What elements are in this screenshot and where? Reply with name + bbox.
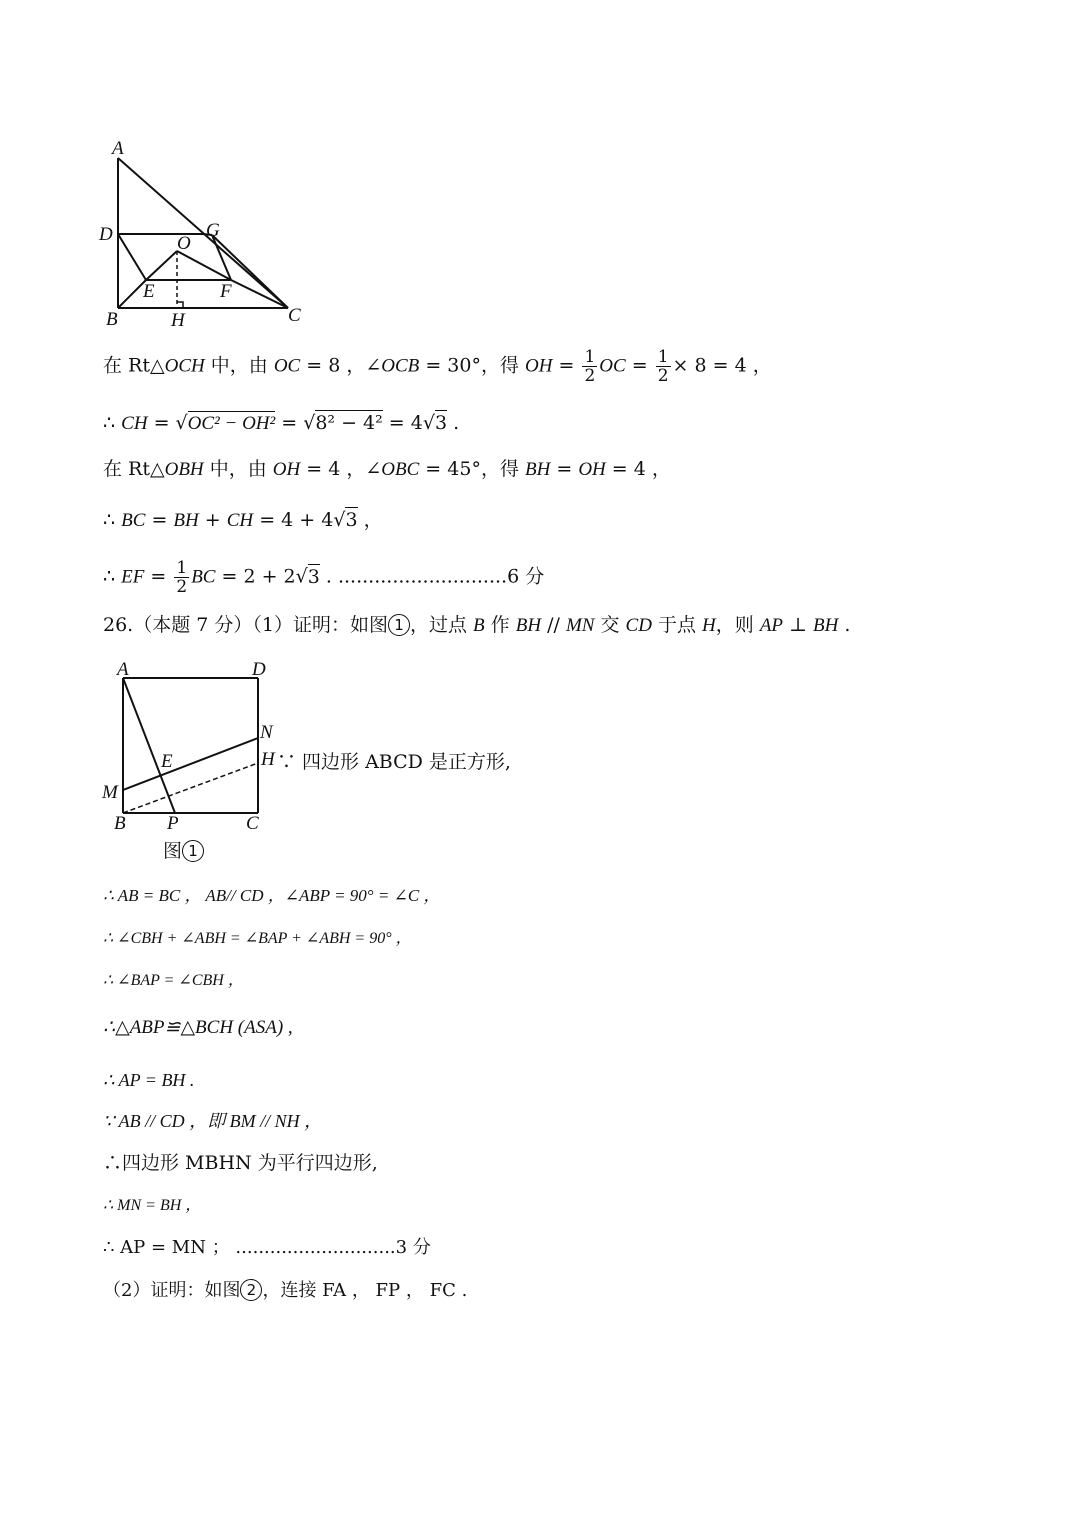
segment-ap — [123, 678, 175, 813]
fig1-label-f: F — [220, 281, 232, 302]
fraction-half: $\frac{1}{2}$ — [657, 347, 669, 386]
solution-line-2: ∴ CH = √OC² − OH² = √8² − 4² = 4√3 . — [103, 412, 460, 434]
segment-mn — [123, 738, 258, 790]
fig2-label-b: B — [114, 813, 126, 834]
question-26-heading: 26.（本题 7 分）（1）证明：如图 1 ，过点 B 作 BH // MN 交 CD 于点 H，则 AP ⊥ BH . — [103, 614, 851, 636]
segment-bh-dashed — [123, 763, 258, 813]
fig2-label-m: M — [102, 782, 118, 803]
fig2-label-h: H — [261, 749, 275, 770]
fraction-half: $\frac{1}{2}$ — [584, 347, 596, 386]
fig1-label-h: H — [171, 310, 185, 331]
proof-step-9: ∴ AP = MN ； ............................3 分 — [103, 1237, 431, 1258]
fig2-label-p: P — [167, 813, 179, 834]
segment-be — [118, 280, 146, 308]
fig1-label-c: C — [288, 305, 301, 326]
solution-line-1: 在 Rt△OCH 中，由 OC = 8 ，∠OCB = 30°，得 OH = $\frac{1}{2}$ OC = $\frac{1}{2}$ × 8 = 4 ， — [103, 347, 772, 386]
fig1-label-a: A — [112, 138, 124, 159]
solution-line-3: 在 Rt△OBH 中，由 OH = 4 ，∠OBC = 45°，得 BH = OH = 4 ， — [103, 458, 671, 480]
fig2-label-a: A — [117, 659, 129, 680]
segment-fc — [231, 280, 288, 308]
proof-step-5: ∴ AP = BH . — [103, 1070, 195, 1090]
fig2-label-d: D — [252, 659, 266, 680]
figure-2-diagram — [110, 668, 280, 828]
circled-number-1: 1 — [182, 840, 204, 862]
fig1-label-b: B — [106, 309, 118, 330]
proof-step-7: ∴四边形 MBHN 为平行四边形, — [103, 1152, 378, 1174]
fig1-label-g: G — [206, 220, 220, 241]
figure-2-caption: 图 1 — [163, 837, 204, 865]
segment-of — [177, 251, 231, 280]
fig2-label-n: N — [260, 722, 273, 743]
segment-eo — [146, 251, 177, 280]
proof-step-3: ∴ ∠BAP = ∠CBH ， — [103, 972, 244, 989]
circled-number-2: 2 — [240, 1279, 262, 1301]
fig1-label-e: E — [143, 281, 155, 302]
proof-step-6: ∵ AB // CD ，即 BM // NH ， — [103, 1111, 323, 1131]
proof-step-2: ∴ ∠CBH + ∠ABH = ∠BAP + ∠ABH = 90° ， — [103, 930, 412, 947]
circled-number-1: 1 — [388, 614, 410, 636]
fig2-label-e: E — [161, 751, 173, 772]
part-2-heading: （2）证明：如图 2 ，连接 FA ， FP ， FC . — [103, 1280, 468, 1301]
proof-step-1: ∴ AB = BC ， AB// CD ，∠ABP = 90° = ∠C ， — [103, 886, 441, 905]
solution-line-5: ∴ EF = $\frac{1}{2}$ BC = 2 + 2√3 . ............................6 分 — [103, 558, 545, 597]
segment-de — [118, 234, 146, 280]
fig1-label-o: O — [177, 233, 191, 254]
fig2-label-c: C — [246, 813, 259, 834]
solution-line-4: ∴ BC = BH + CH = 4 + 4√3 ， — [103, 509, 383, 531]
fraction-half: $\frac{1}{2}$ — [176, 558, 188, 597]
figure-1-diagram — [95, 135, 315, 335]
square-statement: ∵ 四边形 ABCD 是正方形, — [277, 751, 511, 773]
fig1-label-d: D — [99, 224, 113, 245]
proof-step-4: ∴△ABP≌△BCH (ASA) , — [103, 1017, 293, 1038]
proof-step-8: ∴ MN = BH ， — [103, 1197, 202, 1214]
